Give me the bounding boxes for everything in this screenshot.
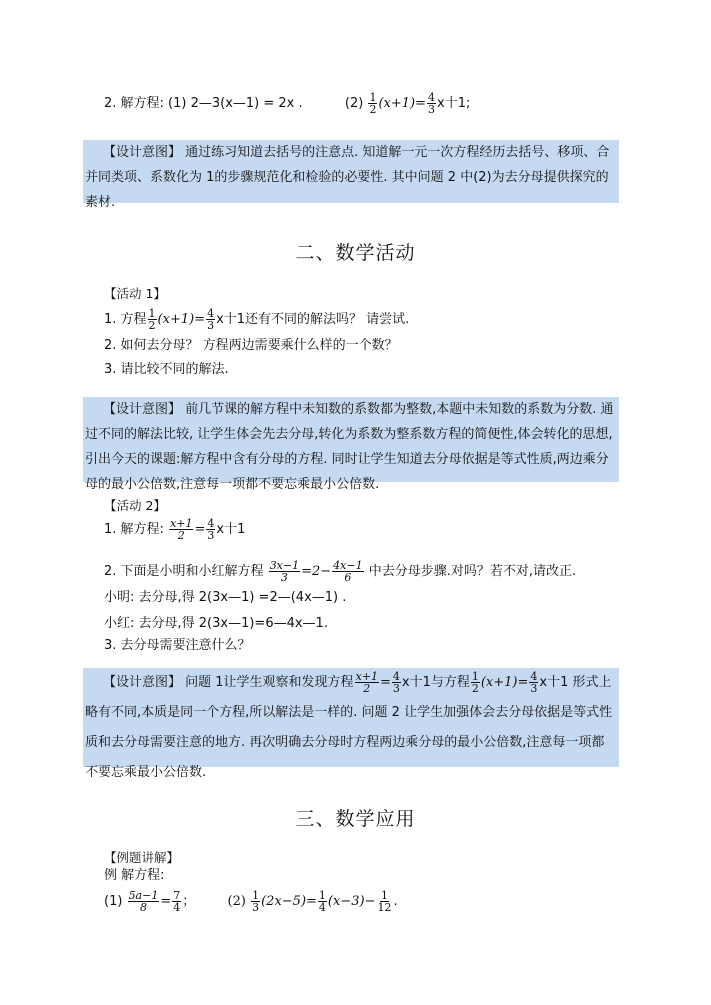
design-intent-tag: 【设计意图】 bbox=[103, 675, 182, 690]
fraction-seven-fourths: $\frac{7}{4}$ bbox=[173, 889, 181, 914]
activity-2-item-1-suffix: x十1 bbox=[216, 522, 246, 537]
activity-1-item-1 bbox=[104, 308, 409, 331]
example-part-1-label: (1) bbox=[104, 894, 123, 909]
activity-1-title: 【活动 1】 bbox=[104, 286, 166, 301]
activity-2-item-2-suffix: 中去分母步骤.对吗？若不对,请改正. bbox=[368, 564, 577, 579]
activity-2-item-3: 3. 去分母需要注意什么？ bbox=[104, 638, 251, 653]
activity-2-item-2-prefix: 2. 下面是小明和小红解方程 bbox=[104, 564, 264, 579]
fraction-one-half: $\frac{1}{2}$ bbox=[148, 307, 156, 332]
design-intent-tag: 【设计意图】 bbox=[103, 145, 182, 160]
fraction-one-fourth: $\frac{1}{4}$ bbox=[318, 889, 326, 914]
xiaoming-solution: 小明: 去分母,得 2(3x—1) =2—(4x—1) . bbox=[104, 590, 347, 605]
fraction-3x-minus-1-over-3: $\frac{3x-1}{3}$ bbox=[269, 559, 300, 584]
activity-2-title: 【活动 2】 bbox=[104, 498, 166, 513]
fraction-5a-minus-1-over-8: $\frac{5a-1}{8}$ bbox=[128, 889, 159, 914]
example-intro: 例 解方程: bbox=[104, 868, 165, 883]
activity-1-item-3: 3. 请比较不同的解法. bbox=[104, 362, 229, 377]
fraction-one-twelfth: $\frac{1}{12}$ bbox=[377, 889, 392, 914]
paren-expression: (x+1)= bbox=[378, 96, 427, 111]
design-intent-text-c: x十1 bbox=[539, 675, 569, 690]
problem-2-part2-label: (2) bbox=[344, 96, 364, 111]
fraction-one-half: $\frac{1}{2}$ bbox=[369, 91, 377, 116]
activity-2-item-1: 1. 解方程: $\frac{x+1}{2}$ = $\frac{4}{3}$ x十1 bbox=[104, 517, 246, 542]
section-heading-math-application: 三、数学应用 bbox=[295, 808, 416, 830]
activity-1-item-2: 2. 如何去分母？ 方程两边需要乘什么样的一个数？ bbox=[104, 338, 398, 353]
design-intent-2 bbox=[83, 397, 619, 492]
design-intent-text: 前几节课的解方程中未知数的系数都为整数,本题中未知数的系数为分数. 通过不同的解法比较, 让学生体会先去分母,转化为系数为整系数方程的简便性,体会转化的思想,引出今天的课题:解方程中含有分母的方程. 同时让学生知道去分母依据是等式性质,两边乘分母的最小公倍数,注意每一项都不要忘乘最小公倍数. bbox=[85, 402, 614, 492]
paren-expression: (x+1)= bbox=[157, 312, 206, 327]
design-intent-text-b: x十1与方程 bbox=[401, 675, 470, 690]
example-equations: (1) $\frac{5a-1}{8}$ = $\frac{7}{4}$ ； (2) $\frac{1}{3}$ (2x−5)= $\frac{1}{4}$ (x−3)− $\frac{1}{12}$ . bbox=[104, 889, 398, 914]
section-heading-math-activity: 二、数学活动 bbox=[295, 242, 416, 264]
problem-2 bbox=[104, 92, 470, 115]
fraction-four-thirds: $\frac{4}{3}$ bbox=[207, 307, 215, 332]
paren-expression: (x+1)= bbox=[480, 675, 529, 690]
fraction-four-thirds: $\frac{4}{3}$ bbox=[530, 670, 538, 695]
design-intent-1 bbox=[83, 140, 619, 210]
example-part-2-label: (2) bbox=[227, 894, 246, 909]
design-intent-text: 通过练习知道去括号的注意点. 知道解一元一次方程经历去括号、移项、合并同类项、系数化为 1的步骤规范化和检验的必要性. 其中问题 2 中(2)为去分母提供探究的素材. bbox=[85, 145, 610, 210]
fraction-x-plus-1-over-2: $\frac{x+1}{2}$ bbox=[170, 517, 193, 542]
fraction-four-thirds: $\frac{4}{3}$ bbox=[428, 91, 436, 116]
fraction-x-plus-1-over-2: $\frac{x+1}{2}$ bbox=[355, 670, 378, 695]
fraction-one-half: $\frac{1}{2}$ bbox=[471, 670, 479, 695]
activity-2-item-1-prefix: 1. 解方程: bbox=[104, 522, 164, 537]
equation-middle: =2− bbox=[301, 564, 332, 579]
problem-2-part2-suffix: x十1; bbox=[437, 96, 471, 111]
fraction-four-thirds: $\frac{4}{3}$ bbox=[207, 517, 215, 542]
design-intent-text-d: 形式上略有不同,本质是同一个方程,所以解法是一样的. 问题 2 让学生加强体会去分母依据是等式性质和去分母需要注意的地方. 再次明确去分母时方程两边乘分母的最小公倍数,注意每一项都不要忘乘最小公倍数. bbox=[85, 675, 613, 780]
design-intent-3: 【设计意图】 问题 1让学生观察和发现方程 $\frac{x+1}{2}$ = $\frac{4}{3}$ x十1与方程 $\frac{1}{2}$ (x+1)= $\frac{4}{3}$ x十1 形式上略有不同,本质是同一个方程,所以解法是一样的. 问题 2 让学生加强体会去分母依据是等式性质和去分母需要注意的地方. 再次明确去分母时方程两边乘分母的最小公倍数,注意每一项都不要忘乘最小公倍数. bbox=[83, 668, 619, 767]
design-intent-text-a: 问题 1让学生观察和发现方程 bbox=[185, 675, 354, 690]
fraction-four-thirds: $\frac{4}{3}$ bbox=[392, 670, 400, 695]
xiaohong-solution: 小红: 去分母,得 2(3x—1)=6—4x—1. bbox=[104, 616, 328, 631]
problem-2-part1: 2. 解方程: (1) 2—3(x—1) = 2x . bbox=[104, 96, 303, 111]
fraction-one-third: $\frac{1}{3}$ bbox=[252, 889, 260, 914]
example-title: 【例题讲解】 bbox=[104, 850, 180, 865]
activity-1-item-1-suffix: x十1还有不同的解法吗？ 请尝试. bbox=[216, 312, 410, 327]
design-intent-tag: 【设计意图】 bbox=[103, 402, 182, 417]
activity-1-item-1-prefix: 1. 方程 bbox=[104, 312, 147, 327]
fraction-4x-minus-1-over-6: $\frac{4x-1}{6}$ bbox=[333, 559, 363, 584]
activity-2-item-2 bbox=[104, 560, 576, 583]
